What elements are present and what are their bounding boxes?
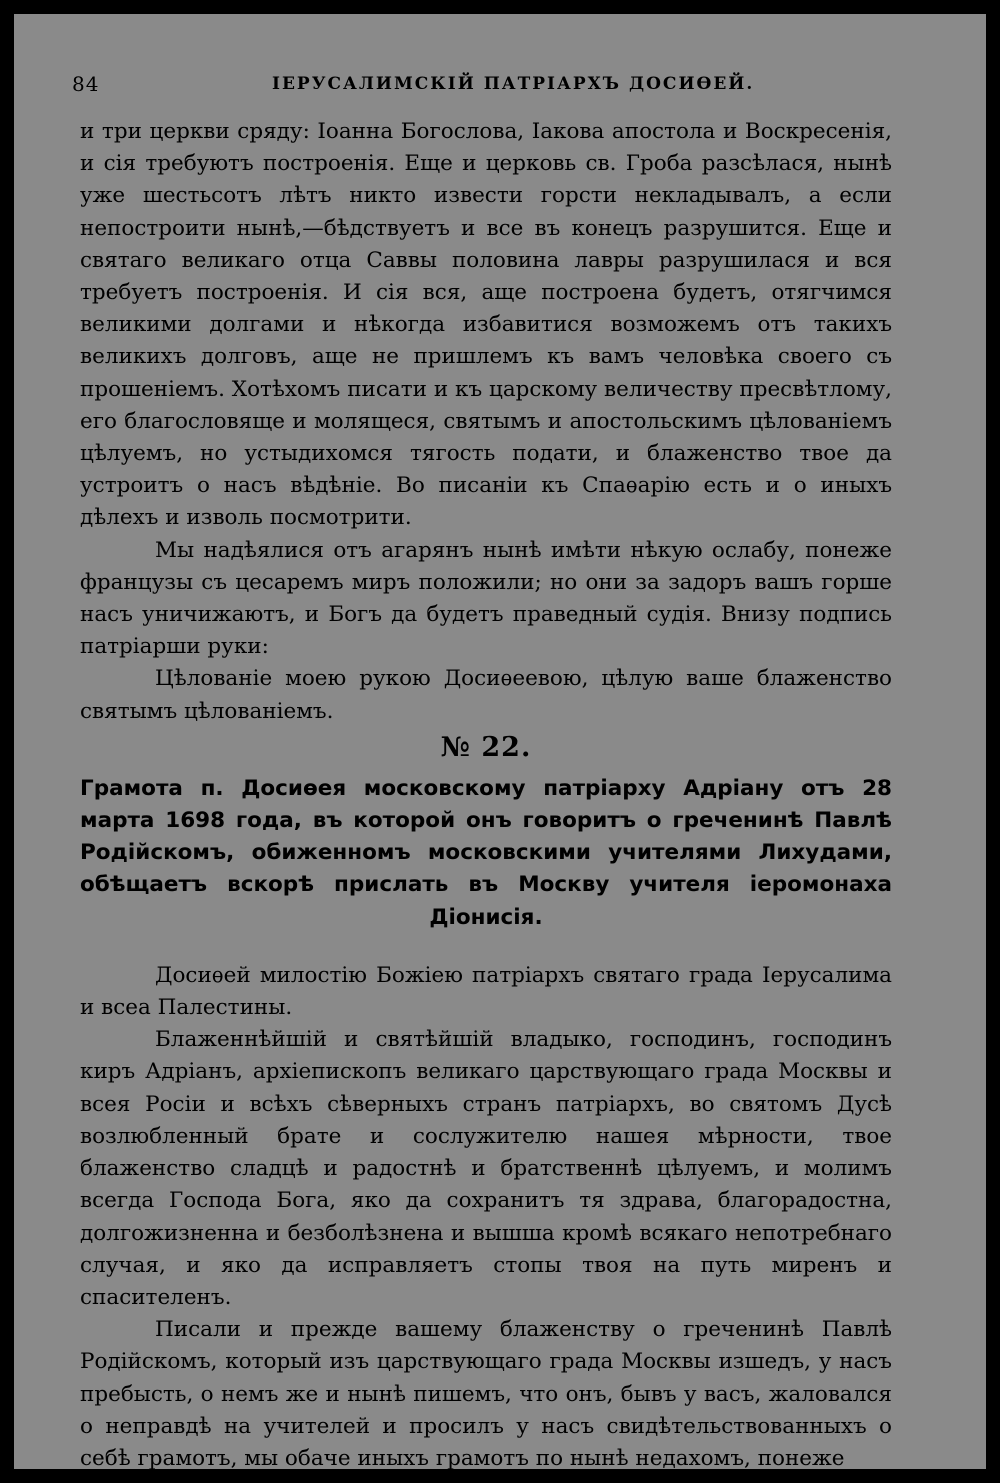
body-paragraph: Мы надѣялися отъ агарянъ нынѣ имѣти нѣкую ослабу, понеже французы съ цесаремъ миръ положили; но они за задоръ вашъ горше насъ уничижаютъ, и Богъ да будетъ праведный судія. Внизу подпись патріарши руки: (80, 537, 892, 660)
body-paragraph: Писали и прежде вашему блаженству о греченинѣ Павлѣ Родійскомъ, который изъ царствующаго града Москвы изшедъ, у насъ пребысть, о немъ же и нынѣ пишемъ, что онъ, бывъ у васъ, жаловался о неправдѣ на учителей и просилъ у насъ свидѣтельствованныхъ о себѣ грамотъ, мы обаче иныхъ грамотъ по нынѣ недахомъ, понеже (80, 1317, 892, 1471)
page-header (72, 58, 892, 98)
body-paragraph: и три церкви сряду: Іоанна Богослова, Іакова апостола и Воскресенія, и сія требуютъ построенія. Еще и церковь св. Гроба разсѣлася, нынѣ уже шестьсотъ лѣтъ никто извести горсти некладывалъ, а если непостроити нынѣ,—бѣдствуетъ и все въ конецъ разрушится. Еще и святаго великаго отца Саввы половина лавры разрушилася и вся требуетъ построенія. И сія вся, аще построена будетъ, отягчимся великими долгами и нѣкогда избавитися возможемъ отъ такихъ великихъ долговъ, аще не пришлемъ къ вамъ человѣка своего съ прошеніемъ. Хотѣхомъ писати и къ царскому величеству пресвѣтлому, его благословяще и молящеся, святымъ и апостольскимъ цѣлованіемъ цѣлуемъ, но устыдихомся тягость подати, и блаженство твое да устроитъ о насъ вѣдѣніе. Во писаніи къ Спаѳарію есть и о иныхъ дѣлехъ и изволь посмотрити. (80, 119, 892, 531)
running-title: ІЕРУСАЛИМСКІЙ ПАТРІАРХЪ ДОСИѲЕЙ. (272, 74, 755, 94)
body-paragraph: Блаженнѣйшій и святѣйшій владыко, господинъ, господинъ киръ Адріанъ, архіепископъ великаго царствующаго града Москвы и всея Росіи и всѣхъ сѣверныхъ странъ патріархъ, во святомъ Дусѣ возлюбленный брате и сослужителю нашея мѣрности, твое блаженство сладцѣ и радостнѣ и братственнѣ цѣлуемъ, и молимъ всегда Господа Бога, яко да сохранитъ тя здрава, благорадостна, долгожизненна и безболѣзнена и вышша кромѣ всякаго непотребнаго случая, и яко да исправляетъ стопы твоя на путь миренъ и спасителенъ. (80, 1027, 892, 1310)
document-summary: Грамота п. Досиѳея московскому патріарху Адріану отъ 28 марта 1698 года, въ которой онъ говоритъ о греченинѣ Павлѣ Родійскомъ, обиженномъ московскими учителями Лихудами, обѣщаетъ вскорѣ прислать въ Москву учителя іеромонаха Діонисія. (80, 775, 892, 930)
signature-paragraph: Цѣлованіе моею рукою Досиѳеевою, цѣлую ваше блаженство святымъ цѣлованіемъ. (80, 666, 892, 724)
page-number: 84 (72, 72, 100, 96)
section-gap (80, 934, 892, 960)
body-paragraph: Досиѳей милостію Божіею патріархъ святаго града Іерусалима и всеа Палестины. (80, 962, 892, 1021)
page-body (80, 116, 892, 1475)
document-number: № 22. (440, 731, 532, 763)
